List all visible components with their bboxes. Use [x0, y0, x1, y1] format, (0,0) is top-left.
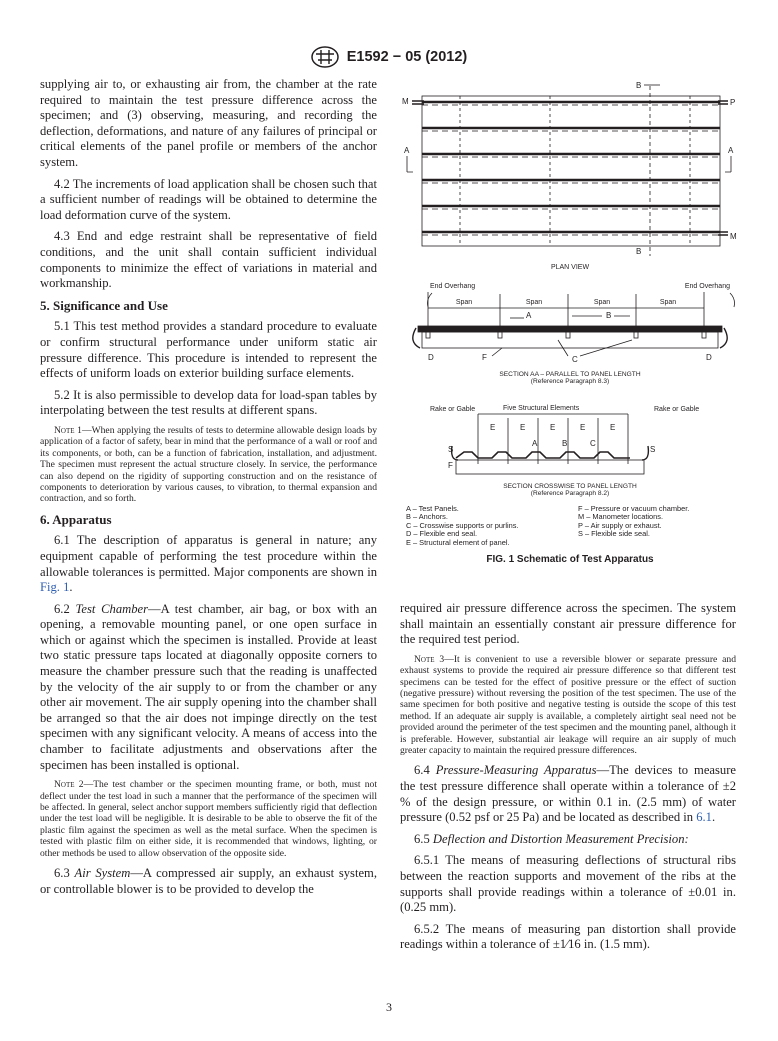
left-column [40, 77, 377, 903]
paragraph-6-4 [400, 763, 736, 825]
paragraph-6-5-title: Deflection and Distortion Measurement Precision: [432, 831, 689, 846]
note-2-label: Note 2 [54, 779, 84, 791]
section-aa-panel [418, 326, 722, 332]
rake-right-label: Rake or Gable [654, 406, 700, 413]
paragraph-6-2-number: 6.2 [54, 601, 76, 616]
legend-item: A – Test Panels. [406, 504, 459, 513]
paragraph-6-2 [40, 602, 377, 774]
section-aa-label-d-right: D [706, 353, 712, 362]
cross-label-f: F [448, 461, 453, 470]
paragraph-4-2: 4.2 The increments of load application shall be chosen such that a sufficient number of readings will be obtained to determine the load deformation curve of the system. [40, 176, 377, 222]
paragraph-intro: supplying air to, or exhausting air from, the chamber at the rate required to maintain the test pressure difference across the specimen; and (3) observing, measuring, and recording the deflection, deformations, and nature of any failures of principal or critical elements of the panel profile or members of the anchor system. [40, 77, 377, 169]
rake-left-label: Rake or Gable [430, 406, 476, 413]
span-label-1: Span [455, 299, 473, 306]
span-label-3: Span [593, 299, 611, 306]
legend-item: D – Flexible end seal. [406, 529, 478, 539]
paragraph-6-1-end: . [69, 580, 73, 595]
section-aa-label-b: B [606, 311, 612, 320]
legend-item: B – Anchors. [406, 512, 448, 522]
paragraph-6-4-end: . [711, 810, 716, 825]
paragraph-4-3: 4.3 End and edge restraint shall be representative of field conditions, and the unit shall contain sufficient individual components to minimize the effect of variations in material and workmanship. [40, 229, 377, 291]
plan-label-m-left: M [402, 97, 409, 106]
cross-label-b: B [562, 439, 568, 448]
paragraph-6-2-text: —A test chamber, air bag, or box with an opening, a removable mounting panel, or one open surface in which or against which the specimen is installed. Provide at least two static pressure taps located at diagonally opposite corners to measure the chamber pressure such that the reading is unaffected by the velocity of the air supply to or from the chamber or any other air movement. The air supply opening into the chamber shall be arranged so that the air does not impinge directly on the test specimen with any significant velocity. A means of access into the chamber to facilitate adjustments and observations after the specimen has been installed is optional. [40, 601, 377, 772]
five-elements-label: Five Structural Elements [503, 405, 580, 412]
plan-label-b-bottom: B [636, 247, 642, 256]
section-cross-reference: (Reference Paragraph 8.2) [530, 490, 610, 497]
astm-logo-icon [311, 46, 339, 68]
span-label-2: Span [525, 299, 543, 306]
cross-label-s-left: S [448, 445, 454, 454]
plan-arrow-a-left [407, 156, 413, 172]
note-3-text: —It is convenient to use a reversible blower or separate pressure and exhaust systems to provide the required air pressure difference so that different test specimens can be tested for the effect of positive pressure or the effect of suction (negative pressure) without reversing the position of the test specimen. The use of the same specimen for both positive and negative testing is outside the scope of this test method. If an adequate air supply is available, a completely airtight seal need not be provided around the perimeter of the test specimen and the mounting panel, although it is preferable. However, substantial air leakage will require an air supply of much greater capacity to maintain the required pressure differences. [400, 653, 737, 757]
section-aa-label-d-left: D [428, 353, 434, 362]
section-aa-title: SECTION AA – PARALLEL TO PANEL LENGTH [499, 371, 641, 378]
paragraph-6-3-text: —A compressed air supply, an exhaust system, or controllable blower is to be provided to develop the [40, 866, 377, 896]
cross-label-a: A [532, 439, 538, 448]
manometer-right [718, 232, 728, 235]
note-2 [40, 779, 377, 859]
section-aa-label-f: F [482, 353, 487, 362]
plan-frame [422, 96, 720, 246]
element-label-e-5: E [610, 423, 616, 432]
paragraph-6-3 [40, 866, 377, 897]
legend-item: C – Crosswise supports or purlins. [406, 520, 519, 530]
plan-label-a-right: A [728, 146, 734, 155]
section-6-1-link[interactable]: 6.1 [696, 810, 712, 825]
note-3-label: Note 3 [414, 653, 445, 665]
cross-label-s-right: S [650, 445, 656, 454]
legend-item: F – Pressure or vacuum chamber. [578, 504, 690, 513]
figure-caption: FIG. 1 Schematic of Test Apparatus [486, 554, 654, 565]
paragraph-5-2: 5.2 It is also permissible to develop data for load-span tables by interpolating between the test results at different spans. [40, 387, 377, 418]
overhang-arrows [428, 293, 735, 307]
standard-designation: E1592 − 05 (2012) [346, 49, 468, 65]
page-header [0, 46, 778, 68]
element-label-e-1: E [490, 423, 496, 432]
legend-right-column [578, 505, 738, 539]
paragraph-6-2-title: Test Chamber [75, 601, 149, 616]
paragraph-continued: required air pressure difference across the specimen. The system shall maintain an essentially constant air pressure difference for the required test period. [400, 601, 736, 647]
element-label-e-2: E [520, 423, 526, 432]
note-1 [40, 425, 377, 505]
legend-item: P – Air supply or exhaust. [578, 520, 662, 530]
right-column [400, 601, 736, 959]
paragraph-6-5-2: 6.5.2 The means of measuring pan distortion shall provide readings within a tolerance of ±1⁄16 in. (1.5 mm). [400, 921, 736, 952]
plan-label-m-right: M [730, 232, 737, 241]
legend-item: S – Flexible side seal. [578, 529, 650, 539]
section-aa-label-a: A [526, 311, 532, 320]
plan-label-p: P [730, 98, 736, 107]
paragraph-6-3-title: Air System [74, 866, 131, 881]
element-label-e-3: E [550, 423, 556, 432]
page-number: 3 [386, 1000, 392, 1014]
legend-item: E – Structural element of panel. [406, 537, 510, 547]
paragraph-6-4-title: Pressure-Measuring Apparatus [435, 763, 597, 778]
section-aa-label-c: C [572, 355, 578, 364]
end-overhang-right-label: End Overhang [684, 283, 730, 290]
paragraph-6-1 [40, 533, 377, 595]
paragraph-6-5-number: 6.5 [414, 831, 433, 846]
note-1-text: —When applying the results of tests to determine allowable design loads by application of a factor of safety, bear in mind that the performance of a wall or roof and its components, or both, can be a function of fabrication, installation, and adjustment. The specimen must represent the actual structure closely. In service, the performance can also depend on the rigidity of supporting construction and on the resistance of components to deterioration by various causes, to vibration, to thermal expansion and contraction, and so forth. [40, 424, 377, 505]
element-dividers [478, 414, 628, 464]
plan-label-b-top: B [636, 81, 642, 90]
paragraph-6-5 [400, 832, 736, 848]
section-aa-arrow-f [492, 348, 502, 356]
section-aa-reference: (Reference Paragraph 8.3) [530, 378, 610, 385]
cross-chamber [456, 460, 644, 474]
note-2-text: —The test chamber or the specimen mounting frame, or both, must not deflect under the test load in such a manner that the performance of the specimen will be affected. In general, select anchor support members sufficiently rigid that deflection under the test load will be negligible. It is desirable to be able to observe the fit of the plastic film against the specimen as well as the metal surface. When the specimen is tested with plastic film on either side, it is recommended that windows, lighting, or other methods be used to allow observation of the opposite side. [40, 779, 378, 859]
end-overhang-left-label: End Overhang [430, 283, 476, 290]
test-apparatus-schematic [400, 74, 740, 574]
fig-1-link[interactable]: Fig. 1 [40, 580, 70, 595]
legend-item: M – Manometer locations. [578, 512, 664, 522]
section-heading-5: 5. Significance and Use [40, 297, 168, 313]
note-1-label: Note 1 [54, 424, 82, 436]
plan-panels [422, 96, 720, 246]
section-heading-6: 6. Apparatus [40, 511, 112, 527]
plan-view-label: PLAN VIEW [550, 264, 590, 271]
paragraph-6-5-1: 6.5.1 The means of measuring deflections of structural ribs between the reaction supports and movement of the ribs at the supports shall provide readings within a tolerance of ±0.01 in. (0.25 mm). [400, 853, 736, 915]
paragraph-6-4-text: —The devices to measure the test pressure difference shall operate within a tolerance of ±2 % of the design pressure, or within 0.1 in. (2.5 mm) of water pressure (0.52 psf or 25 Pa) and be located as described in [400, 763, 736, 825]
paragraph-5-1: 5.1 This test method provides a standard procedure to evaluate or confirm structural performance under uniform static air pressure difference. This procedure is intended to represent the effects of uniform loads on exterior building surface elements. [40, 319, 377, 381]
legend-left-column [406, 505, 576, 547]
plan-label-a-left: A [404, 146, 410, 155]
element-label-e-4: E [580, 423, 586, 432]
section-aa-anchors [426, 332, 706, 338]
paragraph-6-3-number: 6.3 [54, 866, 75, 881]
paragraph-6-4-number: 6.4 [414, 763, 436, 778]
note-3 [400, 654, 736, 757]
panel-profile [456, 452, 630, 458]
cross-label-c: C [590, 439, 596, 448]
span-label-4: Span [659, 299, 677, 306]
section-cross-title: SECTION CROSSWISE TO PANEL LENGTH [503, 483, 637, 490]
paragraph-6-1-text: 6.1 The description of apparatus is general in nature; any equipment capable of performing the test procedure within the allowable tolerances is permitted. Major components are shown in [40, 533, 377, 579]
plan-arrow-a-right [725, 156, 731, 172]
